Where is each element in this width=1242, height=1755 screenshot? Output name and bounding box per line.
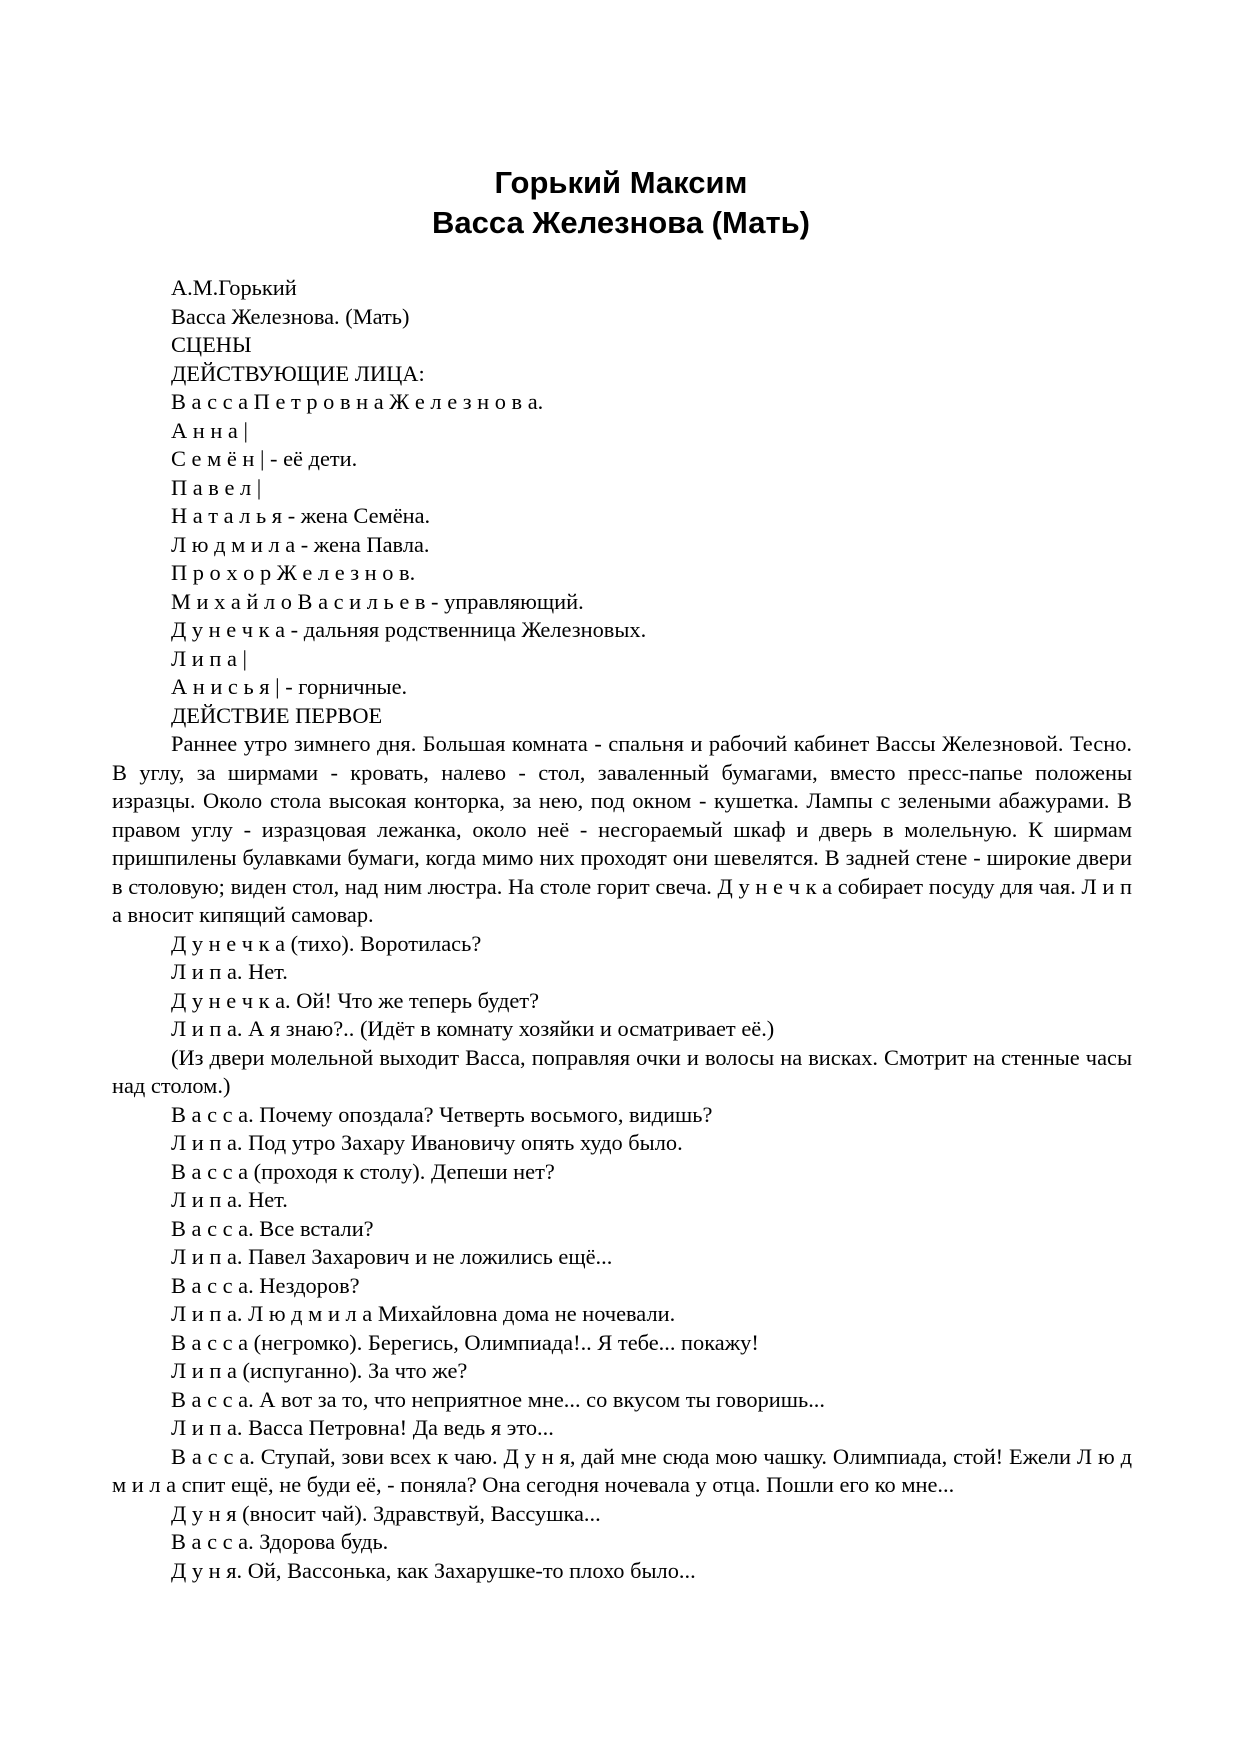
text-line: А.М.Горький [171,275,297,300]
text-paragraph: (Из двери молельной выходит Васса, поправляя очки и волосы на висках. Смотрит на стенные часы над столом.) [112,1044,1132,1098]
text-line: Д у н е ч к а - дальняя родственница Железновых. [171,617,647,642]
text-line: В а с с а. Почему опоздала? Четверть восьмого, видишь? [171,1101,713,1127]
text-line: Васса Железнова. (Мать) [171,303,410,329]
text-line: Л и п а. Павел Захарович и не ложились ещё... [171,1244,613,1269]
text-line: ДЕЙСТВУЮЩИЕ ЛИЦА: [171,360,425,386]
text-line: С е м ё н | - её дети. [171,446,358,471]
text-line: Л и п а. А я знаю?.. (Идёт в комнату хозяйки и осматривает её.) [171,1016,775,1041]
text-line: Д у н я. Ой, Вассонька, как Захарушке-то плохо было... [171,1557,696,1583]
text-line: Л и п а (испуганно). За что же? [171,1358,468,1383]
text-line: Л и п а. Нет. [171,959,288,984]
text-line: В а с с а (проходя к столу). Депеши нет? [171,1158,555,1184]
text-line: В а с с а. Все встали? [171,1215,374,1241]
text-line: Л и п а. Л ю д м и л а Михайловна дома не ночевали. [171,1301,676,1326]
author-heading: Горький Максим [494,165,748,200]
work-heading: Васса Железнова (Мать) [431,205,811,240]
play-text [112,274,1132,1585]
text-line: Л и п а | [171,645,247,671]
text-line: В а с с а. Здорова будь. [171,1529,389,1554]
text-line: М и х а й л о В а с и л ь е в - управляющий. [171,588,584,614]
document-title [0,163,1242,243]
text-line: В а с с а (негромко). Берегись, Олимпиада!.. Я тебе... покажу! [171,1329,759,1355]
text-line: В а с с а П е т р о в н а Ж е л е з н о в а. [171,389,544,414]
text-paragraph: В а с с а. Ступай, зови всех к чаю. Д у н я, дай мне сюда мою чашку. Олимпиада, стой! Ежели Л ю д м и л а спит ещё, не буди её, - поняла? Она сегодня ночевала у отца. Пошли его ко мне... [112,1443,1132,1497]
text-line: В а с с а. А вот за то, что неприятное мне... со вкусом ты говоришь... [171,1386,825,1412]
text-line: П а в е л | [171,474,262,500]
text-line: ДЕЙСТВИЕ ПЕРВОЕ [171,702,383,728]
text-line: Л и п а. Васса Петровна! Да ведь я это... [171,1415,554,1440]
text-line: Л ю д м и л а - жена Павла. [171,531,430,557]
text-line: Д у н е ч к а (тихо). Воротилась? [171,930,482,956]
text-line: СЦЕНЫ [171,332,252,357]
text-line: Л и п а. Нет. [171,1187,288,1212]
text-line: П р о х о р Ж е л е з н о в. [171,560,416,585]
text-line: Н а т а л ь я - жена Семёна. [171,503,431,528]
text-paragraph: Раннее утро зимнего дня. Большая комната - спальня и рабочий кабинет Вассы Железновой. Тесно. В углу, за ширмами - кровать, налево - стол, заваленный бумагами, вместо пресс-папье положены изразцы. Около стола высокая конторка, за нею, под окном - кушетка. Лампы с зелеными абажурами. В правом углу - изразцовая лежанка, около неё - несгораемый шкаф и дверь в молельную. К ширмам пришпилены булавками бумаги, когда мимо них проходят они шевелятся. В задней стене - широкие двери в столовую; виден стол, над ним люстра. На столе горит свеча. Д у н е ч к а собирает посуду для чая. Л и п а вносит кипящий самовар. [112,731,1132,927]
text-line: Л и п а. Под утро Захару Ивановичу опять худо было. [171,1130,683,1155]
text-line: Д у н е ч к а. Ой! Что же теперь будет? [171,987,540,1013]
text-line: А н н а | [171,417,248,443]
text-line: А н и с ь я | - горничные. [171,674,408,699]
text-line: Д у н я (вносит чай). Здравствуй, Вассушка... [171,1500,601,1526]
text-line: В а с с а. Нездоров? [171,1272,360,1298]
